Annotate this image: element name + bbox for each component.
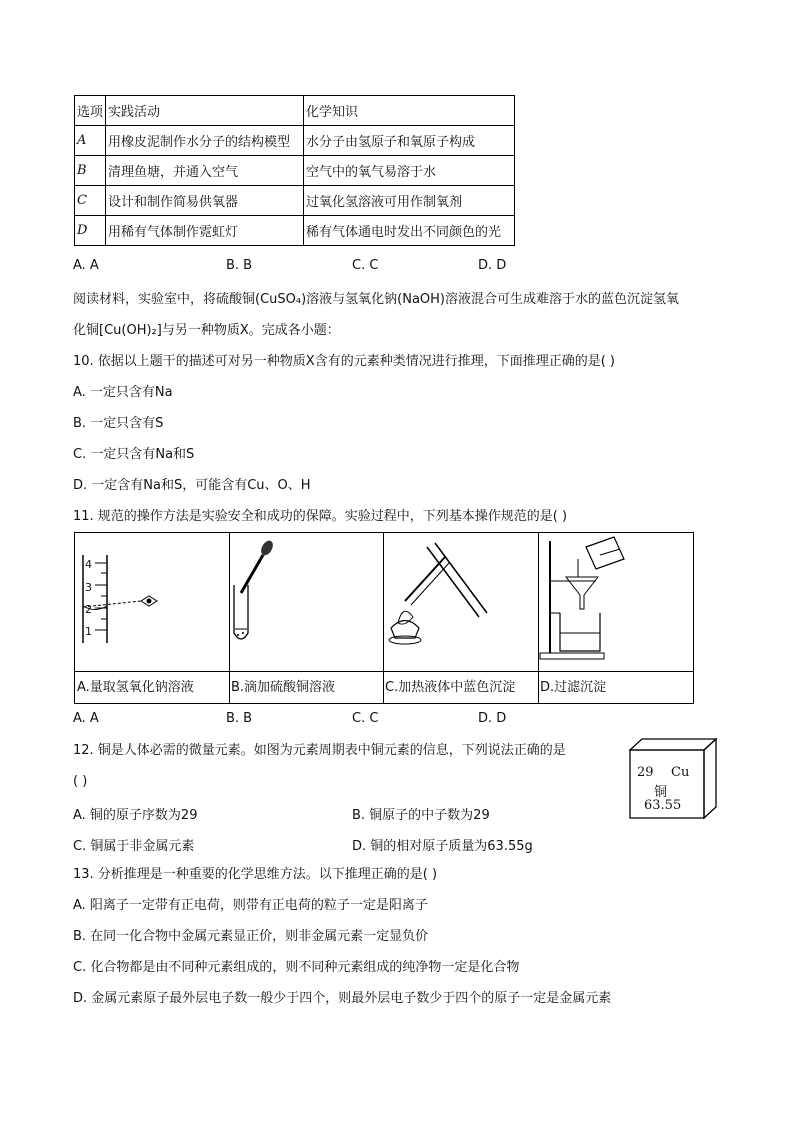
option-a[interactable]: A. A [73, 711, 99, 726]
q9-table [74, 95, 515, 246]
q12-stem-line-2: ( ) [73, 774, 88, 789]
scale-label: 1 [85, 625, 92, 638]
q10-option-d[interactable]: D. 一定含有Na和S，可能含有Cu、O、H [73, 478, 311, 493]
passage-line-1: 阅读材料，实验室中，将硫酸铜(CuSO₄)溶液与氢氧化钠(NaOH)溶液混合可生成难溶于水的蓝色沉淀氢氧 [73, 292, 679, 307]
figure-cell-d [538, 533, 693, 703]
option-d[interactable]: D. 铜的相对原子质量为63.55g [352, 839, 533, 854]
atomic-mass: 63.55 [644, 798, 682, 813]
element-cell-copper [628, 738, 718, 820]
q13-option-d[interactable]: D. 金属元素原子最外层电子数一般少于四个，则最外层电子数少于四个的原子一定是金属元素 [73, 991, 612, 1006]
option-c[interactable]: C. 铜属于非金属元素 [73, 839, 195, 854]
table-row [75, 126, 515, 156]
q13-stem: 13. 分析推理是一种重要的化学思维方法。以下推理正确的是( ) [73, 867, 438, 882]
q13-option-b[interactable]: B. 在同一化合物中金属元素显正价，则非金属元素一定显负价 [73, 929, 429, 944]
table-header-cell: 化学知识 [304, 96, 515, 126]
table-header-row [75, 96, 515, 126]
scale-label: 3 [85, 581, 92, 594]
q10-option-c[interactable]: C. 一定只含有Na和S [73, 447, 195, 462]
table-header-cell: 实践活动 [106, 96, 304, 126]
atomic-number: 29 [637, 765, 654, 780]
option-c[interactable]: C. C [352, 711, 379, 726]
option-d[interactable]: D. D [478, 258, 507, 273]
scale-label: 4 [85, 558, 92, 571]
option-b[interactable]: B. B [226, 711, 253, 726]
table-cell: A [75, 126, 106, 156]
q10-option-b[interactable]: B. 一定只含有S [73, 416, 164, 431]
table-cell: 用橡皮泥制作水分子的结构模型 [106, 126, 304, 156]
figure-caption-c: C.加热液体中蓝色沉淀 [383, 671, 538, 703]
q10-option-a[interactable]: A. 一定只含有Na [73, 385, 173, 400]
option-a[interactable]: A. A [73, 258, 99, 273]
table-cell: 水分子由氢原子和氧原子构成 [304, 126, 515, 156]
q10-stem: 10. 依据以上题干的描述可对另一种物质X含有的元素种类情况进行推理，下面推理正确的是( ) [73, 354, 615, 369]
figure-caption-b: B.滴加硫酸铜溶液 [229, 671, 383, 703]
table-cell: 清理鱼塘，并通入空气 [106, 156, 304, 186]
scale-label: 2 [85, 603, 92, 616]
q11-stem: 11. 规范的操作方法是实验安全和成功的保障。实验过程中，下列基本操作规范的是( ) [73, 509, 568, 524]
table-cell: 过氧化氢溶液可用作制氧剂 [304, 186, 515, 216]
table-row [75, 156, 515, 186]
table-cell: 稀有气体通电时发出不同颜色的光 [304, 216, 515, 246]
figure-caption-a: A.量取氢氧化钠溶液 [75, 671, 229, 703]
figure-caption-d: D.过滤沉淀 [538, 671, 693, 703]
passage-line-2: 化铜[Cu(OH)₂]与另一种物质X。完成各小题： [73, 323, 340, 338]
q13-option-a[interactable]: A. 阳离子一定带有正电荷，则带有正电荷的粒子一定是阳离子 [73, 898, 428, 913]
table-cell: B [75, 156, 106, 186]
figure-cell-b [229, 533, 384, 703]
table-row [75, 186, 515, 216]
q13-option-c[interactable]: C. 化合物都是由不同种元素组成的，则不同种元素组成的纯净物一定是化合物 [73, 960, 520, 975]
table-header-cell: 选项 [75, 96, 106, 126]
table-cell: C [75, 186, 106, 216]
option-d[interactable]: D. D [478, 711, 507, 726]
element-symbol: Cu [671, 765, 690, 780]
figure-cell-c [383, 533, 539, 703]
table-cell: 用稀有气体制作霓虹灯 [106, 216, 304, 246]
table-row [75, 216, 515, 246]
q12-stem-line-1: 12. 铜是人体必需的微量元素。如图为元素周期表中铜元素的信息，下列说法正确的是 [73, 743, 566, 758]
filtration-illustration [538, 533, 693, 671]
table-cell: 设计和制作简易供氧器 [106, 186, 304, 216]
dropper-test-tube-illustration [229, 533, 383, 671]
graduated-cylinder-illustration [75, 533, 229, 671]
q11-figure-table [74, 532, 694, 704]
figure-cell-a [75, 533, 230, 703]
heating-test-tube-illustration [383, 533, 538, 671]
table-cell: D [75, 216, 106, 246]
option-b[interactable]: B. B [226, 258, 253, 273]
option-b[interactable]: B. 铜原子的中子数为29 [352, 808, 490, 823]
element-name: 铜 [654, 785, 668, 800]
option-c[interactable]: C. C [352, 258, 379, 273]
table-cell: 空气中的氧气易溶于水 [304, 156, 515, 186]
option-a[interactable]: A. 铜的原子序数为29 [73, 808, 198, 823]
